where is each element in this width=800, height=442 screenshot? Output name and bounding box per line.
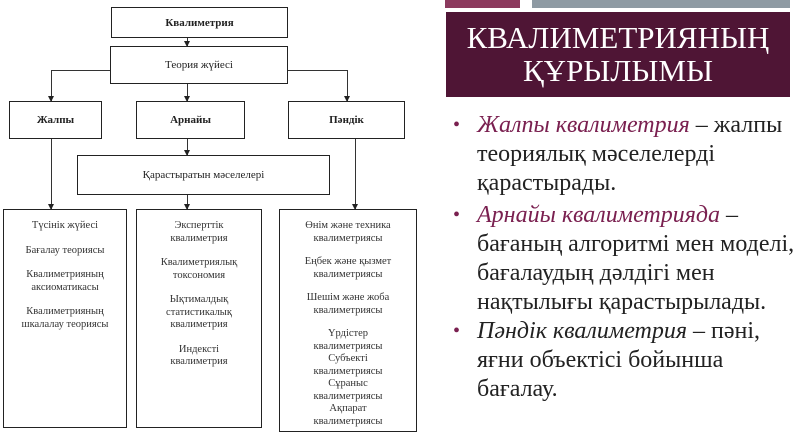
column-item: Квалиметрияның шкалалау теориясы [21, 306, 109, 330]
column-item: Субъекті квалиметриясы [313, 353, 383, 377]
column-item: Шешім және жоба квалиметриясы [306, 292, 390, 316]
bullet-list [450, 111, 795, 404]
root-label: Квалиметрия [165, 16, 234, 29]
column-item: Еңбек және қызмет квалиметриясы [304, 256, 392, 280]
theory-box [110, 46, 288, 84]
decor-bar [532, 0, 790, 8]
column-item: Түсінік жүйесі [31, 220, 99, 231]
column-item: Өнім және техника квалиметриясы [305, 220, 391, 244]
bullet-text: – жалпы теориялық мәселелерді қарастырады. [477, 112, 783, 196]
bullet-term: Пәндік квалиметрия [477, 318, 688, 344]
bullet-icon: • [453, 320, 461, 342]
branch-label: Пәндік [329, 114, 364, 126]
slide-title [446, 12, 790, 97]
column-subject [279, 209, 417, 432]
branch-label: Жалпы [36, 114, 75, 126]
connector [355, 139, 356, 209]
column-item: Бағалау теориясы [25, 244, 105, 256]
column-item: Квалиметрияның аксиоматикасы [26, 269, 104, 293]
bullet-term: Жалпы квалиметрия [477, 112, 690, 138]
column-special [136, 209, 262, 428]
connector [51, 70, 111, 71]
branch-special [136, 101, 245, 139]
column-item: Сұраныс квалиметриясы [313, 378, 383, 402]
bullet-text: – бағаның алгоритмі мен моделі, бағалаудың дәлдігі мен нақтылығы қарастырылады. [477, 202, 795, 315]
column-item: Эксперттік квалиметрия [170, 220, 228, 244]
column-item: Үрдістер квалиметриясы [313, 328, 383, 352]
issues-box [77, 155, 330, 195]
root-box [111, 7, 288, 38]
bullet-term: Арнайы квалиметрияда [477, 202, 721, 228]
column-item: Ақпарат квалиметриясы [313, 403, 383, 427]
theory-label: Теория жүйесі [165, 59, 233, 71]
connector [51, 139, 52, 209]
branch-label: Арнайы [170, 114, 211, 126]
decor-bar [445, 0, 520, 8]
issues-label: Қарастыратын мәселелері [142, 169, 265, 181]
column-item: Квалиметриялық токсономия [160, 257, 238, 281]
branch-general [9, 101, 102, 139]
column-item: Индексті квалиметрия [170, 343, 228, 367]
bullet-text: – пәні, яғни объектісі бойынша бағалау. [477, 318, 761, 402]
connector [288, 70, 347, 71]
column-general [3, 209, 127, 428]
bullet-icon: • [453, 114, 461, 136]
branch-subject [288, 101, 405, 139]
title-line: ҚҰРЫЛЫМЫ [523, 53, 713, 88]
title-line: КВАЛИМЕТРИЯНЫҢ [466, 20, 770, 55]
bullet-item [450, 317, 795, 404]
bullet-item [450, 201, 795, 317]
bullet-item [450, 111, 795, 198]
column-item: Ықтималдық статистикалық квалиметрия [166, 294, 232, 330]
bullet-icon: • [453, 204, 461, 226]
